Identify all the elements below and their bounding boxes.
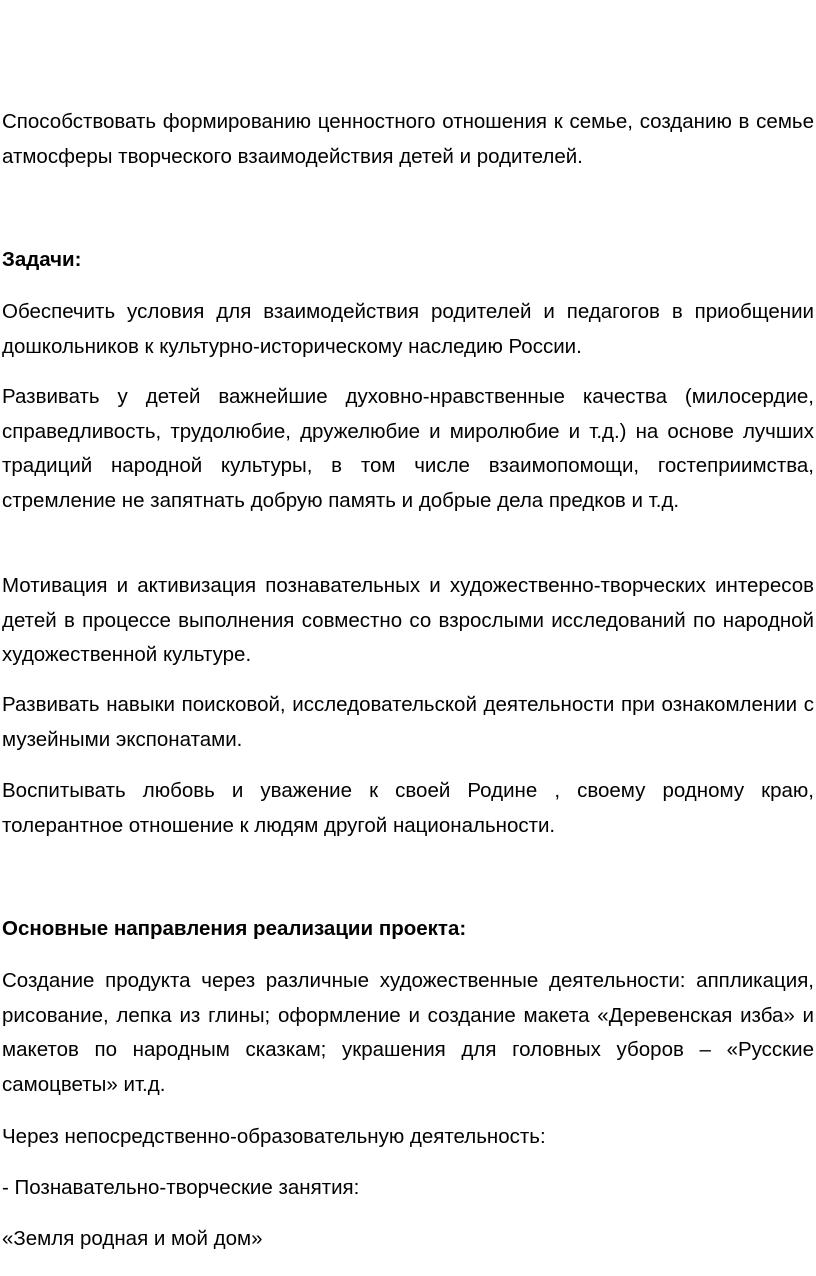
task-paragraph-5: Воспитывать любовь и уважение к своей Родине , своему родному краю, толерантное отношение к людям другой национальности.: [2, 779, 814, 837]
intro-paragraph: Способствовать формированию ценностного отношения к семье, созданию в семье атмосферы творческого взаимодействия детей и родителей.: [2, 110, 814, 168]
directions-paragraph: Создание продукта через различные художественные деятельности: аппликация, рисование, лепка из глины; оформление и создание макета «Деревенская изба» и макетов по народным сказкам; украшения для головных уборов – «Русские самоцветы» ит.д.: [2, 969, 814, 1096]
task-paragraph-3: Мотивация и активизация познавательных и художественно-творческих интересов детей в процессе выполнения совместно со взрослыми исследований по народной художественной культуре.: [2, 574, 814, 666]
through-paragraph: Через непосредственно-образовательную деятельность:: [2, 1125, 546, 1148]
directions-heading: Основные направления реализации проекта:: [2, 917, 467, 940]
tasks-heading: Задачи:: [2, 248, 82, 271]
activities-label: - Познавательно-творческие занятия:: [2, 1176, 360, 1199]
task-paragraph-1: Обеспечить условия для взаимодействия родителей и педагогов в приобщении дошкольников к культурно-историческому наследию России.: [2, 300, 814, 358]
task-paragraph-4: Развивать навыки поисковой, исследовательской деятельности при ознакомлении с музейными экспонатами.: [2, 693, 814, 751]
task-paragraph-2: Развивать у детей важнейшие духовно-нравственные качества (милосердие, справедливость, трудолюбие, дружелюбие и миролюбие и т.д.) на основе лучших традиций народной культуры, в том числе взаимопомощи, гостеприимства, стремление не запятнать добрую память и добрые дела предков и т.д.: [2, 385, 814, 512]
topic-line: «Земля родная и мой дом»: [2, 1227, 263, 1250]
